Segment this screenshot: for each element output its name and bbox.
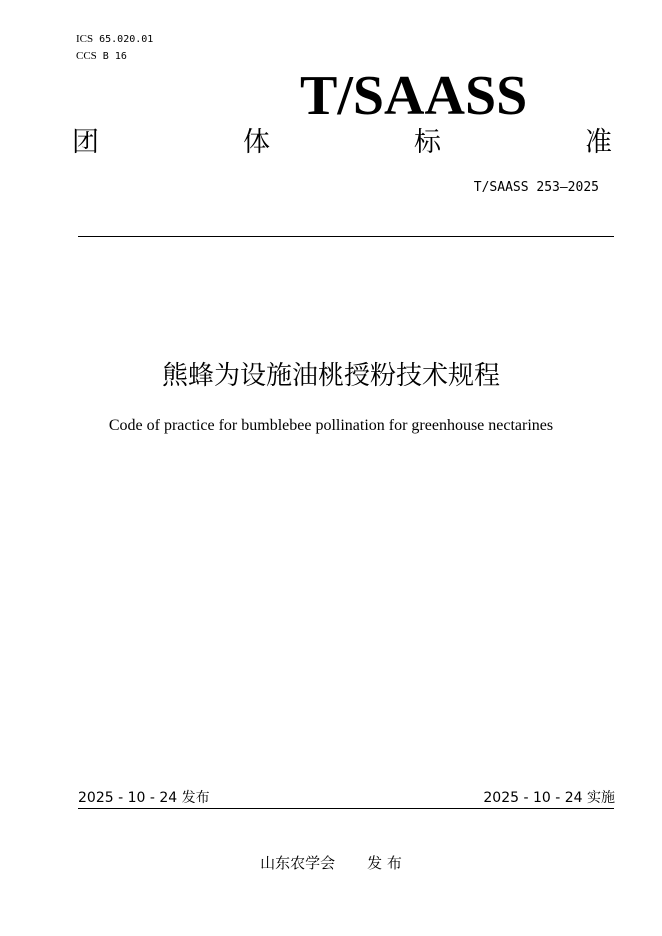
ics-line: [76, 32, 153, 47]
standard-number: T/SAASS 253—2025: [473, 180, 599, 195]
implementation-date: 2025 - 10 - 24 实施: [483, 790, 615, 806]
type-char: 团: [72, 127, 99, 158]
footer-divider: [78, 808, 614, 809]
publisher-action: 发 布: [367, 854, 402, 872]
publisher-name: 山东农学会: [260, 854, 336, 872]
title-chinese: 熊蜂为设施油桃授粉技术规程: [161, 361, 500, 391]
publisher: [0, 853, 662, 873]
issue-date: 2025 - 10 - 24 发布: [78, 790, 210, 806]
ics-label: ICS: [76, 33, 94, 45]
title-english: Code of practice for bumblebee pollination for greenhouse nectarines: [108, 417, 554, 434]
ccs-line: [76, 49, 127, 64]
type-char: 标: [414, 127, 441, 158]
ccs-code: B 16: [102, 51, 127, 62]
type-char: 体: [243, 127, 270, 158]
ics-code: 65.020.01: [99, 34, 154, 45]
standard-type: [72, 126, 612, 160]
header-divider: [78, 236, 614, 237]
ccs-label: CCS: [76, 50, 97, 62]
type-char: 准: [585, 127, 612, 158]
standard-logo: T/SAASS: [300, 65, 528, 127]
